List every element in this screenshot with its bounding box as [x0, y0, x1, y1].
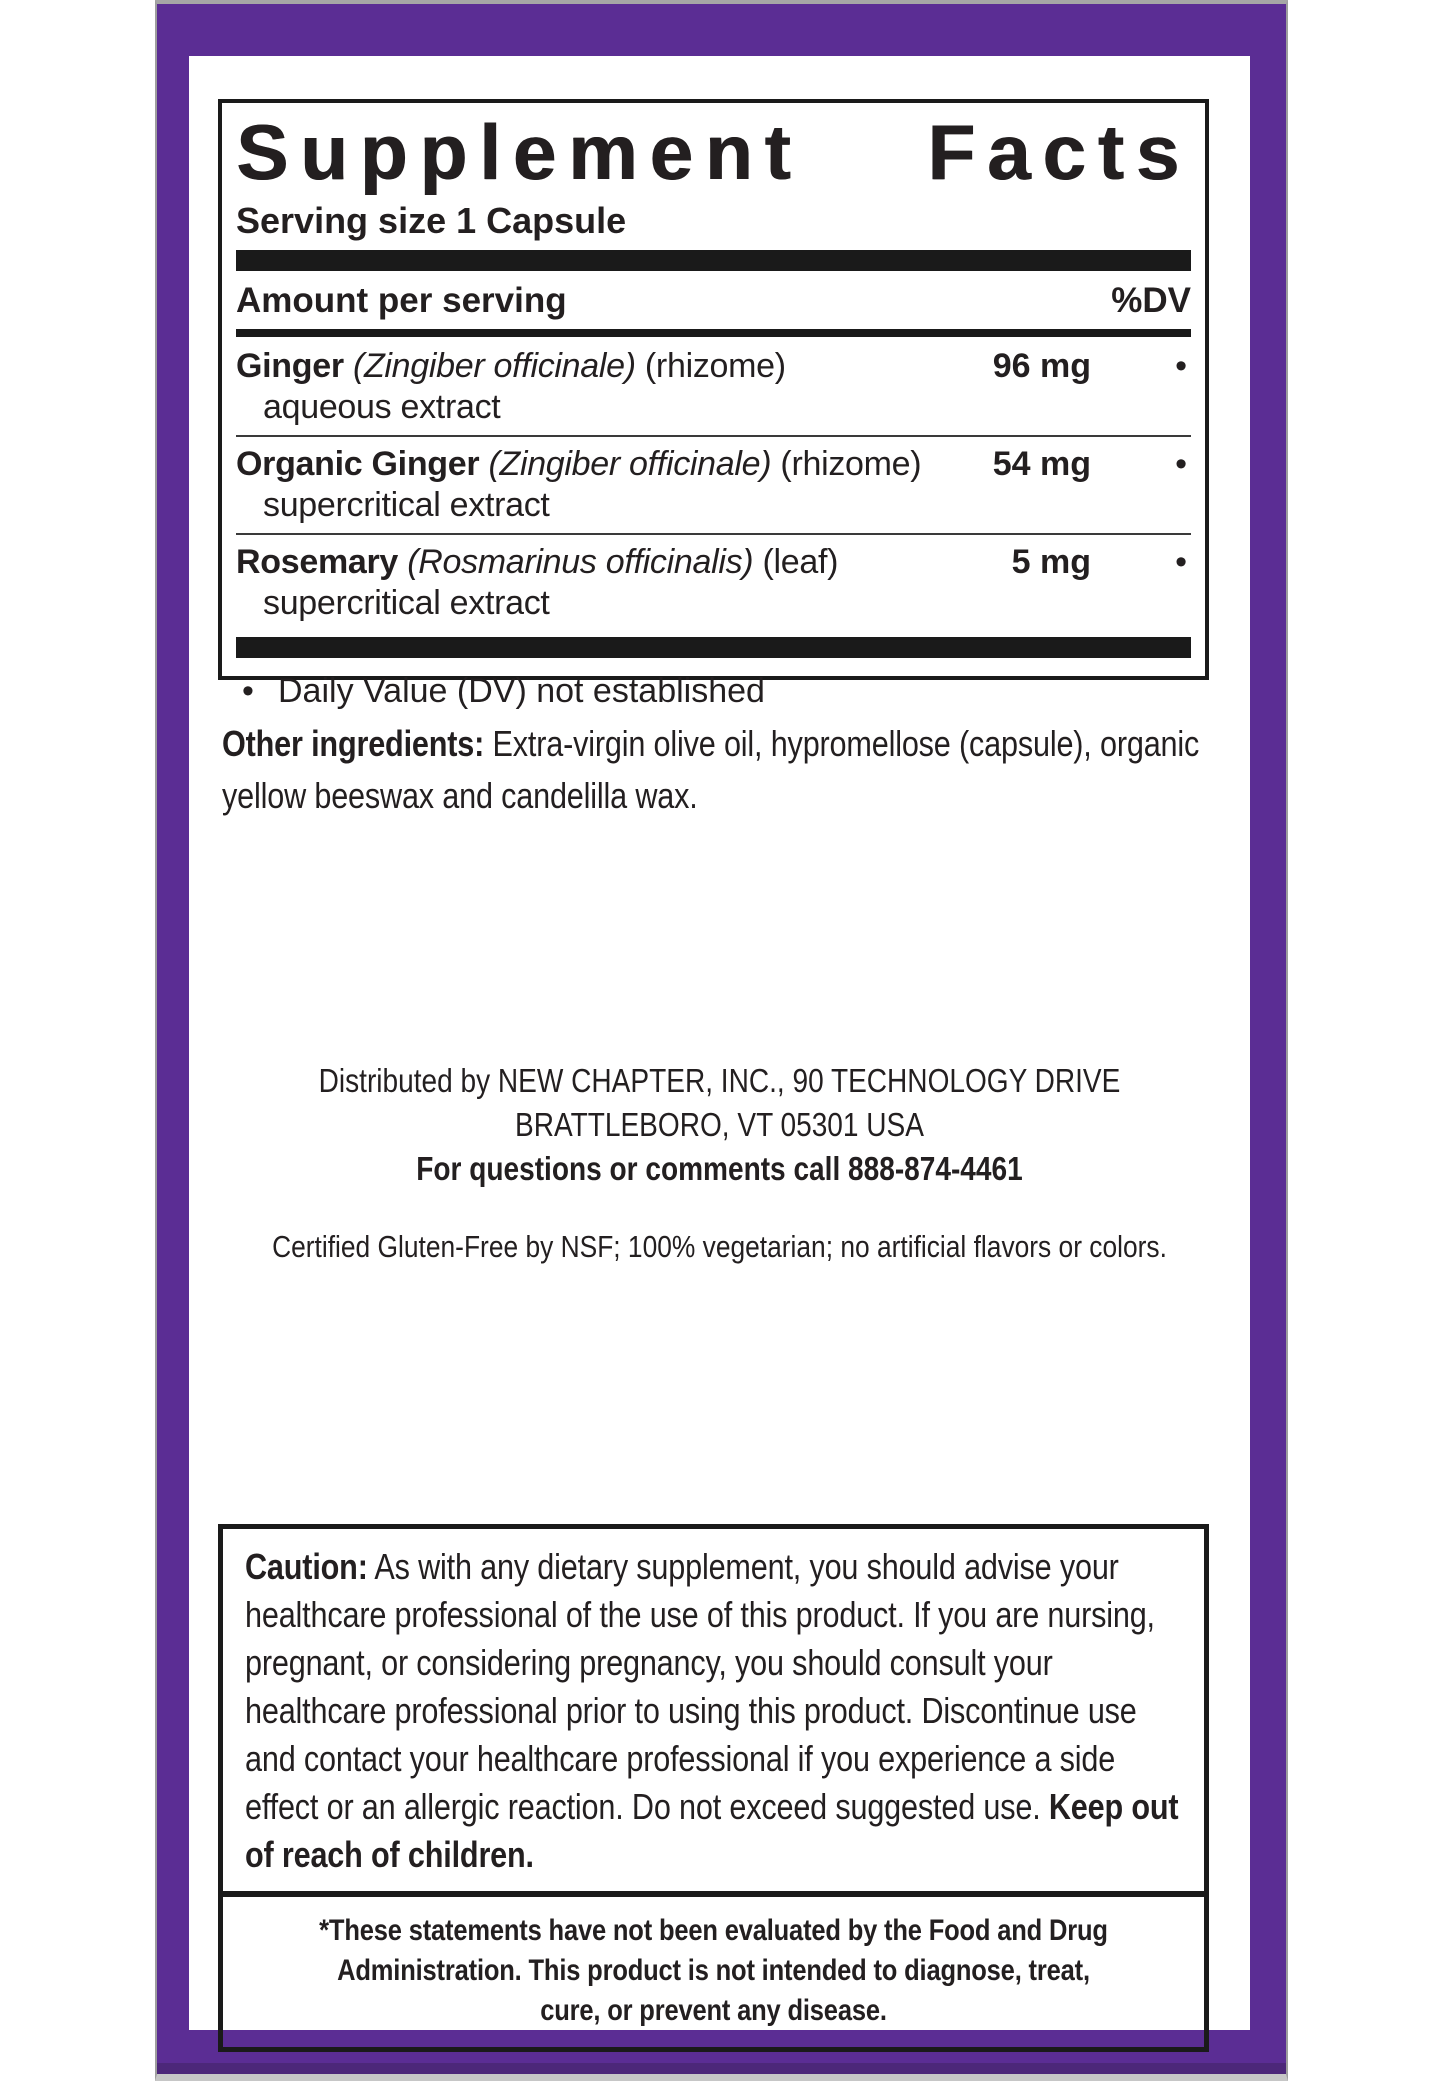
caution-text — [245, 1543, 1182, 1879]
percent-dv-header: %DV — [1111, 280, 1191, 320]
table-row — [236, 339, 1191, 435]
ingredient-part: (rhizome) — [771, 444, 922, 483]
other-ingredients-label: Other ingredients: — [222, 723, 485, 764]
ingredient-part: (leaf) — [753, 542, 839, 581]
ingredient-species: (Zingiber officinale) — [488, 444, 772, 483]
ingredient-species: (Zingiber officinale) — [352, 346, 636, 385]
divider-bar-bottom — [236, 637, 1191, 658]
ingredient-part: (rhizome) — [635, 346, 786, 385]
amount-value: 54 mg — [992, 444, 1091, 483]
dv-bullet: • — [1175, 346, 1187, 385]
caution-body: As with any dietary supplement, you should advise your healthcare professional of the use of this product. If you are nursing, pregnant, or considering pregnancy, you should consult your healthcare professional prior to using this product. Discontinue use and contact your healthcare professional if you experience a side effect or an allergic reaction. Do not exceed suggested use. — [245, 1546, 1155, 1827]
supplement-facts-title: Supplement Facts — [236, 108, 1191, 196]
other-ingredients — [222, 718, 1207, 822]
supplement-facts-panel — [218, 99, 1209, 710]
caution-bold-tail: Keep out of reach of children. — [245, 1786, 1179, 1875]
dv-footnote — [236, 673, 1191, 710]
ingredient-extract-type: supercritical extract — [263, 486, 550, 525]
footnote-bullet: • — [242, 671, 254, 710]
ingredient-name — [236, 346, 983, 429]
label-content — [189, 56, 1250, 2030]
distributor-line-2: BRATTLEBORO, VT 05301 USA — [515, 1106, 924, 1143]
distributor-phone-line: For questions or comments call 888-874-4461 — [416, 1150, 1023, 1187]
ingredient-name — [236, 444, 983, 527]
caution-box — [218, 1524, 1209, 1896]
other-ingredients-list: Extra-virgin olive oil, hypromellose (capsule), organic yellow beeswax and candelilla wax. — [222, 723, 1200, 817]
dv-bullet: • — [1175, 444, 1187, 483]
ingredient-bold-name: Rosemary — [236, 542, 399, 581]
ingredient-extract-type: aqueous extract — [263, 388, 501, 427]
dv-bullet: • — [1175, 542, 1187, 581]
serving-size: Serving size 1 Capsule — [236, 199, 627, 241]
ingredient-bold-name: Organic Ginger — [236, 444, 480, 483]
facts-header-row — [236, 280, 1191, 320]
ingredient-bold-name: Ginger — [236, 346, 344, 385]
ingredient-rows — [236, 339, 1191, 631]
caution-label: Caution: — [245, 1546, 368, 1587]
certification-line — [189, 1228, 1250, 1265]
ingredient-name — [236, 542, 983, 625]
divider-bar-top — [236, 250, 1191, 271]
purple-label-frame — [155, 0, 1288, 2081]
amount-value: 5 mg — [1011, 542, 1091, 581]
amount-value: 96 mg — [992, 346, 1091, 385]
amount-per-serving-header: Amount per serving — [236, 280, 567, 320]
table-row — [236, 435, 1191, 533]
ingredient-extract-type: supercritical extract — [263, 584, 550, 623]
ingredient-species: (Rosmarinus officinalis) — [407, 542, 754, 581]
fda-disclaimer-text: *These statements have not been evaluated by the Food and Drug Administration. This product is not intended to diagnose, treat, cure, or prevent any disease. — [319, 1914, 1108, 2027]
table-row — [236, 533, 1191, 631]
distributor-block — [189, 1059, 1250, 1191]
footnote-text: Daily Value (DV) not established — [278, 671, 765, 710]
distributor-line-1: Distributed by NEW CHAPTER, INC., 90 TECHNOLOGY DRIVE — [318, 1062, 1121, 1099]
certification-text: Certified Gluten-Free by NSF; 100% vegetarian; no artificial flavors or colors. — [272, 1229, 1167, 1264]
other-ingredients-text — [222, 718, 1207, 822]
header-rule — [236, 329, 1191, 337]
fda-disclaimer-box — [218, 1892, 1209, 2052]
